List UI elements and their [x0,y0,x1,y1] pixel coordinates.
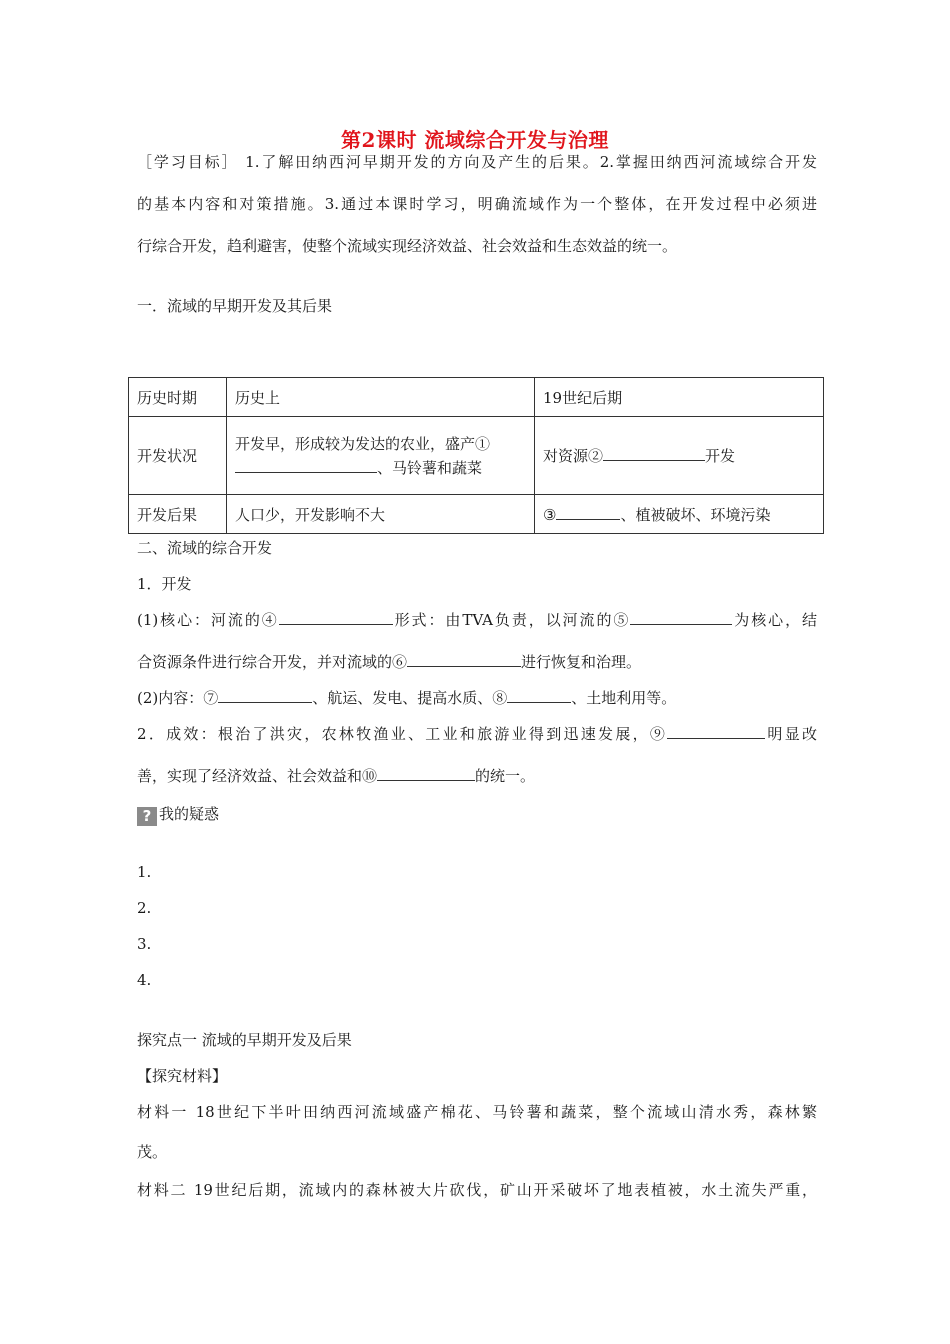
doubts-label: 我的疑惑 [159,805,220,823]
learning-objectives-line-2: 的基本内容和对策措施。3.通过本课时学习，明确流域作为一个整体，在开发过程中必须进 [137,195,817,213]
cell-late-status-tail: 开发 [705,447,736,465]
row-label-status: 开发状况 [129,417,227,495]
cell-late-consequence-num: ③ [543,505,557,524]
question-icon: ? [137,807,157,826]
result-text-a: 2．成效：根治了洪灾，农林牧渔业、工业和旅游业得到迅速发展，⑨ [137,725,668,743]
blank-4[interactable] [279,610,393,625]
cell-late-consequence-tail: 、植被破坏、环境污染 [620,505,771,524]
cell-late-consequence [535,495,824,534]
result-text-b: 明显改 [765,725,817,743]
blank-10[interactable] [377,766,475,781]
blank-9[interactable] [667,724,765,739]
blank-1[interactable] [235,458,377,473]
blank-7[interactable] [218,688,312,703]
cell-early-status-text: 开发早，形成较为发达的农业，盛产① [235,434,491,453]
header-historical: 历史上 [227,378,535,417]
core-line-2 [137,652,817,672]
doubt-item-1: 1. [137,863,152,881]
core-text-b: 形式：由TVA负责，以河流的⑤ [392,611,631,629]
core-text-c: 为核心，结 [732,611,818,629]
table-row-header [129,378,824,417]
blank-2[interactable] [603,446,705,461]
doubt-item-4: 4. [137,971,152,989]
core-text-e: 进行恢复和治理。 [521,653,642,671]
result-line-1 [137,724,817,744]
table-row-consequence [129,495,824,534]
cell-early-consequence: 人口少，开发影响不大 [227,495,535,534]
result-text-d: 的统一。 [475,767,536,785]
doubts-heading [137,804,817,826]
blank-6[interactable] [407,652,521,667]
learning-objectives-line-1: ［学习目标］ 1.了解田纳西河早期开发的方向及产生的后果。2.掌握田纳西河流域综合开发 [137,153,817,171]
core-text-a: (1)核心：河流的④ [137,611,279,629]
core-line-1 [137,610,817,630]
section-2-sub-1: 1．开发 [137,575,192,593]
result-text-c: 善，实现了经济效益、社会效益和⑩ [137,767,378,785]
core-text-d: 合资源条件进行综合开发，并对流域的⑥ [137,653,408,671]
content-line [137,688,817,708]
cell-early-status [227,417,535,495]
cell-late-status-text: 对资源② [543,447,604,465]
learning-objectives-line-3: 行综合开发，趋利避害，使整个流域实现经济效益、社会效益和生态效益的统一。 [137,237,678,255]
content-text-a: (2)内容：⑦ [137,689,219,707]
cell-early-status-tail: 、马铃薯和蔬菜 [377,458,483,477]
row-label-consequence: 开发后果 [129,495,227,534]
blank-5[interactable] [630,610,732,625]
section-2-heading: 二、流域的综合开发 [137,539,273,557]
doubt-item-3: 3. [137,935,152,953]
content-text-c: 、土地利用等。 [571,689,677,707]
table-row-status [129,417,824,495]
content-text-b: 、航运、发电、提高水质、⑧ [312,689,508,707]
material-1-line-1: 材料一 18世纪下半叶田纳西河流域盛产棉花、马铃薯和蔬菜，整个流域山清水秀，森林繁 [137,1103,817,1121]
section-1-heading: 一．流域的早期开发及其后果 [137,297,333,315]
doubt-item-2: 2. [137,899,152,917]
header-period: 历史时期 [129,378,227,417]
explore-heading: 探究点一 流域的早期开发及后果 [137,1031,352,1049]
material-1-line-2: 茂。 [137,1143,168,1161]
development-table [128,377,824,534]
header-late-19th: 19世纪后期 [535,378,824,417]
cell-late-status [535,417,824,495]
result-line-2 [137,766,817,786]
materials-label: 【探究材料】 [137,1067,228,1085]
material-2-line-1: 材料二 19世纪后期，流域内的森林被大片砍伐，矿山开采破坏了地表植被，水土流失严重， [137,1181,817,1199]
blank-8[interactable] [507,688,571,703]
blank-3[interactable] [556,505,620,520]
page-title: 第2课时 流域综合开发与治理 [341,128,609,152]
